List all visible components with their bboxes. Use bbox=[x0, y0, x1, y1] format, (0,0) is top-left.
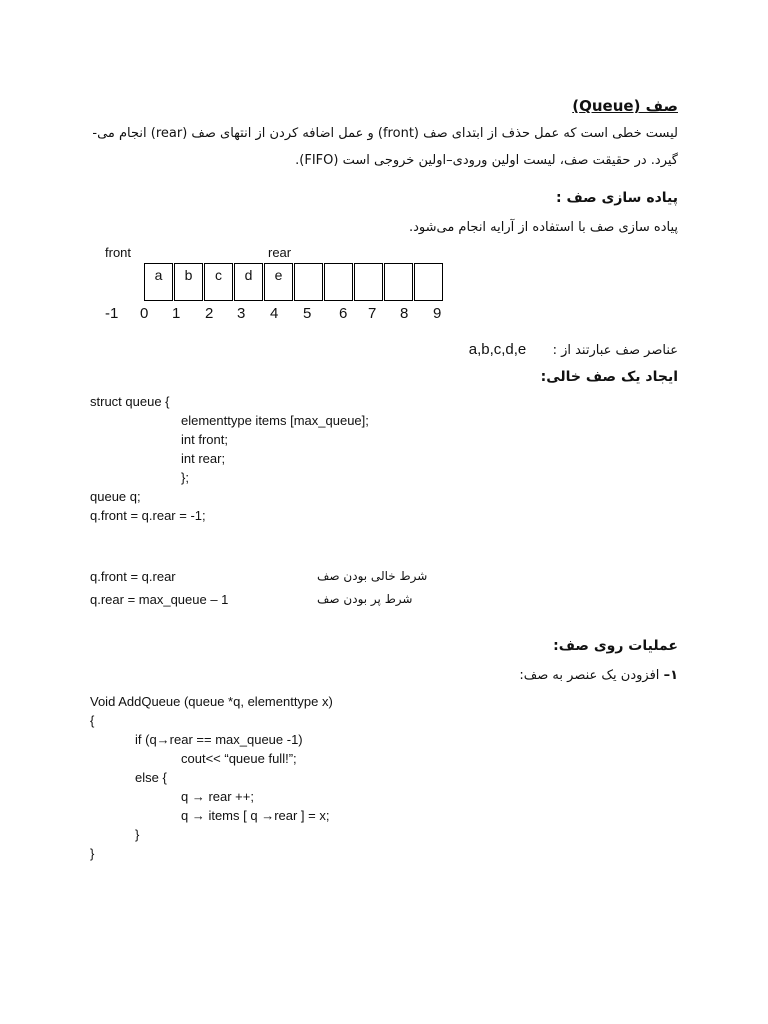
code-line bbox=[135, 732, 303, 747]
rear-label: rear bbox=[268, 245, 292, 260]
code-token: items [ q bbox=[204, 808, 262, 823]
array-cell: b bbox=[174, 263, 203, 301]
code-line: int front; bbox=[181, 432, 228, 447]
code-line: }; bbox=[181, 470, 189, 485]
array-cell: c bbox=[204, 263, 233, 301]
intro-line-2: گیرد. در حقیقت صف، لیست اولین ورودی–اولین خروجی است (FIFO). bbox=[295, 153, 678, 168]
index-label: 6 bbox=[339, 305, 348, 322]
index-label: 3 bbox=[237, 305, 246, 322]
code-token: q bbox=[181, 789, 192, 804]
code-line: queue q; bbox=[90, 489, 141, 504]
elements-value: a,b,c,d,e bbox=[468, 341, 527, 358]
array-cell: d bbox=[234, 263, 263, 301]
code-line: int rear; bbox=[181, 451, 226, 466]
operations-heading: عملیات روی صف: bbox=[553, 638, 678, 654]
code-line: struct queue { bbox=[90, 394, 170, 409]
code-line bbox=[181, 808, 329, 823]
intro-line-1: لیست خطی است که عمل حذف از ابتدای صف (front) و عمل اضافه کردن از انتهای صف (rear) انجام می- bbox=[92, 126, 678, 141]
elements-line bbox=[469, 341, 678, 358]
index-label: 4 bbox=[270, 305, 279, 322]
array-cell bbox=[354, 263, 383, 301]
front-label: front bbox=[105, 245, 132, 260]
code-line: elementtype items [max_queue]; bbox=[181, 413, 369, 428]
index-label: -1 bbox=[105, 305, 119, 322]
array-cell bbox=[384, 263, 413, 301]
index-label: 7 bbox=[368, 305, 377, 322]
code-line: { bbox=[90, 713, 95, 728]
arrow-icon: → bbox=[191, 789, 205, 804]
index-label: 1 bbox=[172, 305, 181, 322]
full-condition-code: q.rear = max_queue – 1 bbox=[90, 592, 229, 607]
index-label: 2 bbox=[205, 305, 214, 322]
arrow-icon: → bbox=[191, 808, 205, 823]
code-line: } bbox=[135, 827, 140, 842]
code-line: else { bbox=[135, 770, 167, 785]
array-cell: e bbox=[264, 263, 293, 301]
code-line: } bbox=[90, 846, 95, 861]
code-token: rear ++; bbox=[204, 789, 254, 804]
create-heading: ایجاد یک صف خالی: bbox=[540, 369, 678, 385]
empty-condition-desc: شرط خالی بودن صف bbox=[317, 569, 428, 583]
code-token: rear ] = x; bbox=[274, 808, 330, 823]
page-title: صف (Queue) bbox=[572, 97, 678, 115]
arrow-icon: → bbox=[261, 808, 275, 823]
operation-item-text: افزودن یک عنصر به صف: bbox=[519, 668, 660, 683]
index-label: 0 bbox=[140, 305, 149, 322]
array-cell bbox=[414, 263, 443, 301]
index-label: 9 bbox=[433, 305, 442, 322]
operation-item-1 bbox=[519, 668, 678, 683]
array-cell: a bbox=[144, 263, 173, 301]
code-token: if (q bbox=[135, 732, 157, 747]
code-line: Void AddQueue (queue *q, elementtype x) bbox=[90, 694, 333, 709]
empty-condition-code: q.front = q.rear bbox=[90, 569, 176, 584]
operation-item-number: ۱– bbox=[663, 668, 678, 683]
code-line: q.front = q.rear = -1; bbox=[90, 508, 206, 523]
arrow-icon: → bbox=[156, 732, 170, 747]
array-cell bbox=[324, 263, 353, 301]
array-cell bbox=[294, 263, 323, 301]
code-token: q bbox=[181, 808, 192, 823]
implementation-text: پیاده سازی صف با استفاده از آرایه انجام می‌شود. bbox=[408, 220, 678, 235]
code-line: cout<< “queue full!”; bbox=[181, 751, 297, 766]
code-token: rear == max_queue -1) bbox=[169, 732, 303, 747]
full-condition-desc: شرط پر بودن صف bbox=[317, 592, 413, 606]
elements-label: عناصر صف عبارتند از : bbox=[552, 343, 678, 358]
index-label: 5 bbox=[303, 305, 312, 322]
implementation-heading: پیاده سازی صف : bbox=[555, 190, 678, 206]
code-line bbox=[181, 789, 254, 804]
index-label: 8 bbox=[400, 305, 409, 322]
